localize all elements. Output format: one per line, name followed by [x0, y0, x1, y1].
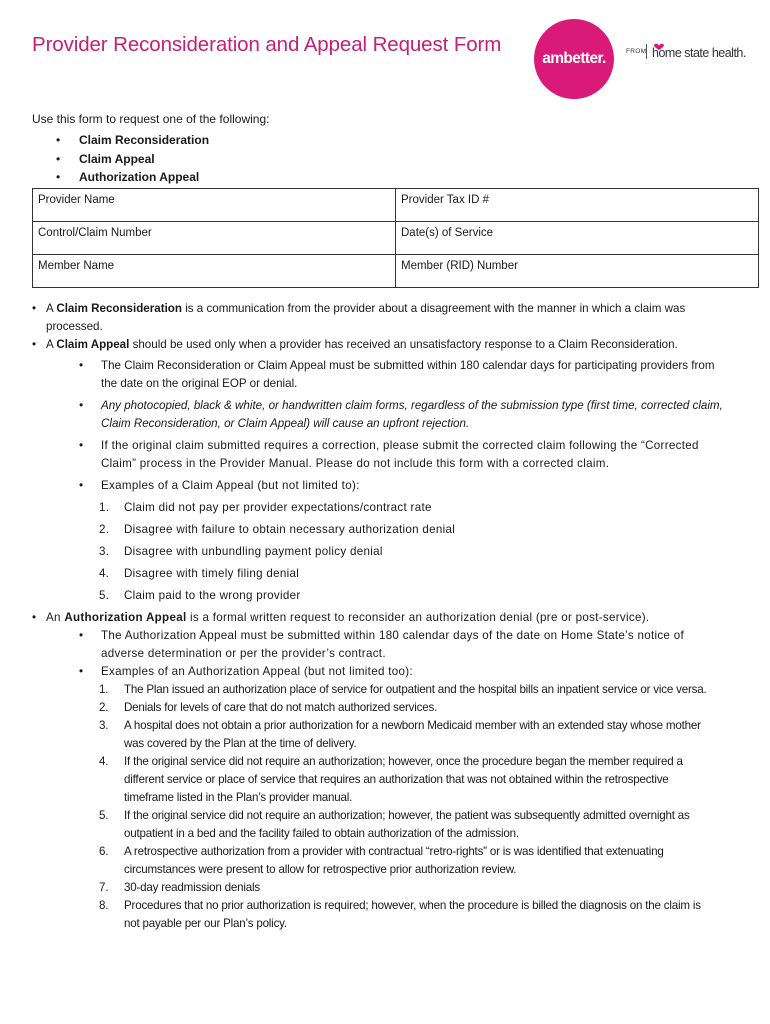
recon-text: is a communication from the provider about a disagreement with the manner in which a claim was	[181, 302, 686, 315]
provider-tax-id-field[interactable]: Provider Tax ID #	[396, 189, 759, 222]
claim-reconsideration-paragraph	[32, 300, 767, 318]
auth-examples-heading: • Examples of an Authorization Appeal (but not limited too):	[32, 663, 767, 681]
auth-prefix: An	[46, 611, 65, 624]
appeal-bullet-rejection-cont: Claim Reconsideration, or Claim Appeal) will cause an upfront rejection.	[101, 417, 470, 430]
auth-bullet-deadline: • The Authorization Appeal must be submitted within 180 calendar days of the date on Home State’s notice of	[32, 627, 767, 645]
option-claim-appeal: • Claim Appeal	[56, 150, 209, 169]
appeal-prefix: A	[46, 338, 57, 351]
auth-example-item-cont: circumstances were present to allow for retrospective prior authorization review.	[124, 863, 517, 876]
example-text: Claim did not pay per provider expectations/contract rate	[124, 501, 432, 514]
auth-example-item-cont: timeframe listed in the Plan’s provider manual.	[124, 791, 353, 804]
example-number: 7.	[99, 881, 109, 894]
example-text: The Plan issued an authorization place of service for outpatient and the hospital bills an inpatient service or vice versa.	[124, 683, 707, 696]
option-claim-reconsideration: • Claim Reconsideration	[56, 131, 209, 150]
recon-term: Claim Reconsideration	[56, 302, 182, 315]
auth-example-item-cont: outpatient in a bed and the facility failed to obtain authorization of the admission.	[124, 827, 519, 840]
example-text: A hospital does not obtain a prior authorization for a newborn Medicaid member with an extended stay whose mother	[124, 719, 701, 732]
example-number: 1.	[99, 683, 109, 696]
provider-info-table	[32, 188, 759, 288]
intro-text: Use this form to request one of the following:	[32, 112, 270, 126]
auth-term: Authorization Appeal	[64, 611, 187, 624]
auth-example-item-cont: not payable per our Plan’s policy.	[124, 917, 287, 930]
example-text: If the original service did not require an authorization; however, once the procedure began the member required a	[124, 755, 683, 768]
example-number: 3.	[99, 545, 110, 558]
example-number: 4.	[99, 567, 110, 580]
example-text: 30-day readmission denials	[124, 881, 260, 894]
appeal-example-item	[32, 543, 767, 561]
example-text: Procedures that no prior authorization is required; however, when the procedure is billed the diagnosis on the claim is	[124, 899, 701, 912]
example-number: 3.	[99, 719, 109, 732]
example-number: 4.	[99, 755, 109, 768]
auth-example-item	[32, 843, 767, 861]
appeal-example-item	[32, 587, 767, 605]
appeal-bullet-rejection: • Any photocopied, black & white, or handwritten claim forms, regardless of the submission type (first time, corrected claim,	[32, 397, 767, 415]
auth-example-item	[32, 699, 767, 717]
home-state-health-logo: home state health.	[652, 46, 746, 60]
appeal-example-item	[32, 499, 767, 517]
appeal-bullet-corrected-claim-cont: Claim” process in the Provider Manual. Please do not include this form with a corrected claim.	[101, 457, 610, 470]
control-claim-number-field[interactable]: Control/Claim Number	[33, 222, 396, 255]
example-text: A retrospective authorization from a provider with contractual “retro-rights” or is was identified that extenuating	[124, 845, 664, 858]
auth-example-item	[32, 753, 767, 771]
appeal-bullet-corrected-claim: • If the original claim submitted requires a correction, please submit the corrected claim following the “Corrected	[32, 437, 767, 455]
auth-bullet-deadline-cont: adverse determination or per the provider’s contract.	[101, 647, 386, 660]
recon-text-continued: processed.	[46, 320, 103, 333]
authorization-appeal-paragraph	[32, 609, 767, 627]
example-number: 5.	[99, 589, 110, 602]
appeal-example-item	[32, 565, 767, 583]
auth-text: is a formal written request to reconsider an authorization denial (pre or post-service).	[186, 611, 650, 624]
request-options-list	[56, 131, 209, 187]
example-text: If the original service did not require an authorization; however, the patient was subsequently admitted overnight as	[124, 809, 690, 822]
example-number: 2.	[99, 701, 109, 714]
example-text: Disagree with unbundling payment policy denial	[124, 545, 383, 558]
example-number: 2.	[99, 523, 110, 536]
recon-prefix: A	[46, 302, 57, 315]
appeal-example-item	[32, 521, 767, 539]
claim-appeal-paragraph	[32, 336, 767, 354]
appeal-text: should be used only when a provider has received an unsatisfactory response to a Claim Reconsideration.	[129, 338, 678, 351]
dates-of-service-field[interactable]: Date(s) of Service	[396, 222, 759, 255]
example-number: 1.	[99, 501, 110, 514]
example-text: Denials for levels of care that do not match authorized services.	[124, 701, 438, 714]
logo-from-label: FROM	[626, 48, 647, 55]
provider-name-field[interactable]: Provider Name	[33, 189, 396, 222]
example-number: 8.	[99, 899, 109, 912]
auth-example-item	[32, 807, 767, 825]
auth-example-item	[32, 879, 767, 897]
page-title: Provider Reconsideration and Appeal Request Form	[32, 33, 502, 56]
auth-example-item-cont: different service or place of service that requires an authorization that was not obtained within the retrospective	[124, 773, 669, 786]
example-number: 6.	[99, 845, 109, 858]
example-text: Disagree with failure to obtain necessary authorization denial	[124, 523, 456, 536]
example-text: Disagree with timely filing denial	[124, 567, 300, 580]
appeal-bullet-deadline: • The Claim Reconsideration or Claim Appeal must be submitted within 180 calendar days for participating providers from	[32, 357, 767, 375]
member-rid-number-field[interactable]: Member (RID) Number	[396, 255, 759, 288]
appeal-term: Claim Appeal	[56, 338, 130, 351]
option-authorization-appeal: • Authorization Appeal	[56, 168, 209, 187]
instructions-body	[32, 300, 767, 933]
auth-example-item	[32, 897, 767, 915]
auth-example-item	[32, 717, 767, 735]
example-number: 5.	[99, 809, 109, 822]
member-name-field[interactable]: Member Name	[33, 255, 396, 288]
auth-example-item-cont: was covered by the Plan at the time of delivery.	[124, 737, 357, 750]
auth-example-item	[32, 681, 767, 699]
example-text: Claim paid to the wrong provider	[124, 589, 301, 602]
ambetter-logo-text: ambetter.	[542, 50, 606, 67]
appeal-bullet-deadline-cont: the date on the original EOP or denial.	[101, 377, 298, 390]
ambetter-logo	[534, 19, 614, 99]
appeal-examples-heading: • Examples of a Claim Appeal (but not limited to):	[32, 477, 767, 495]
logo-divider	[646, 44, 647, 59]
